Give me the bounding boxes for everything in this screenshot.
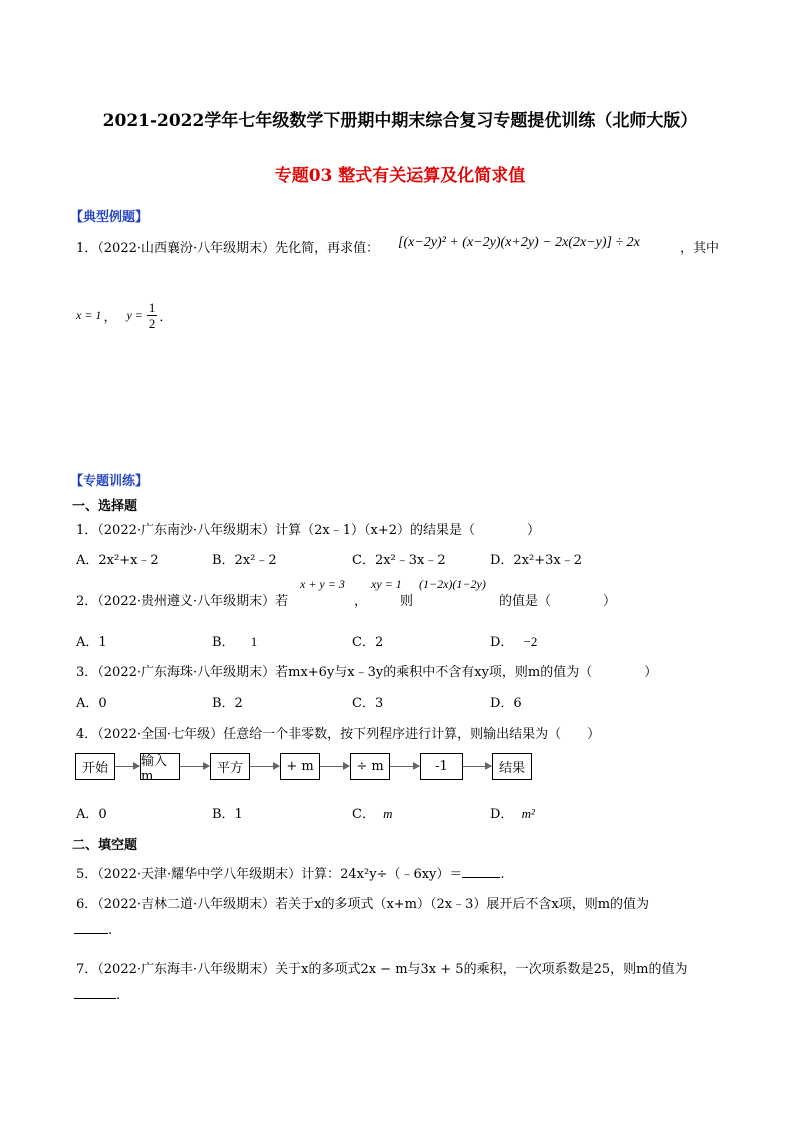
example-1-condition xyxy=(76,300,172,331)
flow-arrow-2 xyxy=(180,766,209,767)
q6-answer-line xyxy=(74,923,112,938)
flow-arrow-3 xyxy=(250,766,279,767)
flow-arrow-5 xyxy=(390,766,419,767)
fraction-one-half xyxy=(147,300,158,331)
flow-arrow-6 xyxy=(463,766,491,767)
q6-end: . xyxy=(108,923,113,938)
fraction-numerator: 1 xyxy=(148,300,156,315)
condition-y: y = xyxy=(126,308,143,322)
example-1-tail: ，其中 xyxy=(680,241,720,256)
q1-option-c[interactable]: C．2x²﹣3x﹣2 xyxy=(352,553,446,568)
q4-option-c[interactable] xyxy=(352,803,392,822)
condition-end: ． xyxy=(159,310,173,325)
section-choice: 一、选择题 xyxy=(72,499,138,514)
question-7: 7．（2022·广东海丰·八年级期末）关于x的多项式2x − m与3x + 5的乘积，一次项系数是25，则m的值为 xyxy=(76,962,688,977)
q4-option-c-value: m xyxy=(383,806,393,821)
q2-expression: (1−2x)(1−2y) xyxy=(419,577,486,591)
condition-x: x = 1 xyxy=(76,308,102,322)
question-3: 3．（2022·广东海珠·八年级期末）若mx+6y与x﹣3y的乘积中不含有xy项，则m的值为（ ） xyxy=(76,665,658,680)
q5-end: . xyxy=(500,867,505,882)
q3-option-b[interactable]: B．2 xyxy=(212,696,243,711)
flow-square: 平方 xyxy=(210,753,250,780)
q2-option-d[interactable] xyxy=(490,631,537,650)
q4-option-d-value: m² xyxy=(521,806,535,821)
fraction-denominator: 2 xyxy=(148,316,156,331)
q2-option-b-value: 1 xyxy=(250,634,258,649)
q2-option-b[interactable] xyxy=(212,631,257,650)
condition-sep: ， xyxy=(103,310,117,325)
flow-arrow-1 xyxy=(115,766,139,767)
q2-comma: ， xyxy=(354,594,368,609)
q3-option-d[interactable]: D．6 xyxy=(490,696,522,711)
q2-option-c[interactable]: C．2 xyxy=(352,635,384,650)
q3-option-a[interactable]: A．0 xyxy=(76,696,107,711)
q6-answer-blank[interactable] xyxy=(74,933,108,934)
section-fill: 二、填空题 xyxy=(72,838,138,853)
q5-stem: 5．（2022·天津·耀华中学八年级期末）计算：24x²y÷（﹣6xy）＝ xyxy=(76,867,463,882)
question-6: 6．（2022·吉林二道·八年级期末）若关于x的多项式（x+m）（2x﹣3）展开后不含x项，则m的值为 xyxy=(76,897,650,912)
example-1 xyxy=(76,237,379,256)
q7-answer-blank[interactable] xyxy=(74,998,116,999)
example-1-num: 1． xyxy=(76,241,98,256)
example-1-expression: [(x−2y)² + (x−2y)(x+2y) − 2x(2x−y)] ÷ 2x xyxy=(398,235,640,250)
q4-option-c-label: C． xyxy=(352,807,375,822)
q4-option-d-label: D． xyxy=(490,807,514,822)
q4-option-d[interactable] xyxy=(490,803,535,822)
q2-then: 则 xyxy=(400,594,414,609)
flow-input: 输入m xyxy=(140,753,180,780)
q1-option-d[interactable]: D．2x²+3x﹣2 xyxy=(490,553,583,568)
question-5 xyxy=(76,863,505,882)
flow-divide-m: ÷ m xyxy=(350,753,390,780)
q7-end: . xyxy=(116,988,121,1003)
section-examples: 【典型例题】 xyxy=(70,210,149,225)
q1-option-b[interactable]: B．2x²﹣2 xyxy=(212,553,277,568)
flow-add-m: + m xyxy=(280,753,320,780)
q5-answer-blank[interactable] xyxy=(462,877,500,878)
q2-condition-1: x + y = 3 xyxy=(300,577,345,591)
flow-minus-1: -1 xyxy=(420,753,463,780)
question-2-stem-a: 2．（2022·贵州遵义·八年级期末）若 xyxy=(76,594,289,609)
flow-start: 开始 xyxy=(75,753,115,780)
question-4: 4．（2022·全国·七年级）任意给一个非零数，按下列程序进行计算，则输出结果为（ ） xyxy=(76,727,601,742)
q2-option-d-label: D． xyxy=(490,635,514,650)
q2-condition-2: xy = 1 xyxy=(371,577,402,591)
page-subtitle: 专题03 整式有关运算及化简求值 xyxy=(274,166,526,186)
page-title: 2021-2022学年七年级数学下册期中期末综合复习专题提优训练（北师大版） xyxy=(102,111,698,131)
q2-option-b-label: B． xyxy=(212,635,235,650)
question-2-stem-b: 的值是（ ） xyxy=(499,594,617,609)
q4-option-a[interactable]: A．0 xyxy=(76,807,107,822)
q4-option-b[interactable]: B．1 xyxy=(212,807,243,822)
flow-arrow-4 xyxy=(320,766,349,767)
q1-option-a[interactable]: A．2x²+x﹣2 xyxy=(76,553,159,568)
q7-answer-line xyxy=(74,988,120,1003)
section-training: 【专题训练】 xyxy=(70,474,149,489)
q2-option-a[interactable]: A．1 xyxy=(76,635,107,650)
example-1-source: （2022·山西襄汾·八年级期末）先化简，再求值： xyxy=(97,241,380,256)
q3-option-c[interactable]: C．3 xyxy=(352,696,384,711)
q2-option-d-value: −2 xyxy=(523,634,538,649)
flow-result: 结果 xyxy=(492,753,532,780)
question-1: 1．（2022·广东南沙·八年级期末）计算（2x﹣1）（x+2）的结果是（ ） xyxy=(76,523,540,538)
